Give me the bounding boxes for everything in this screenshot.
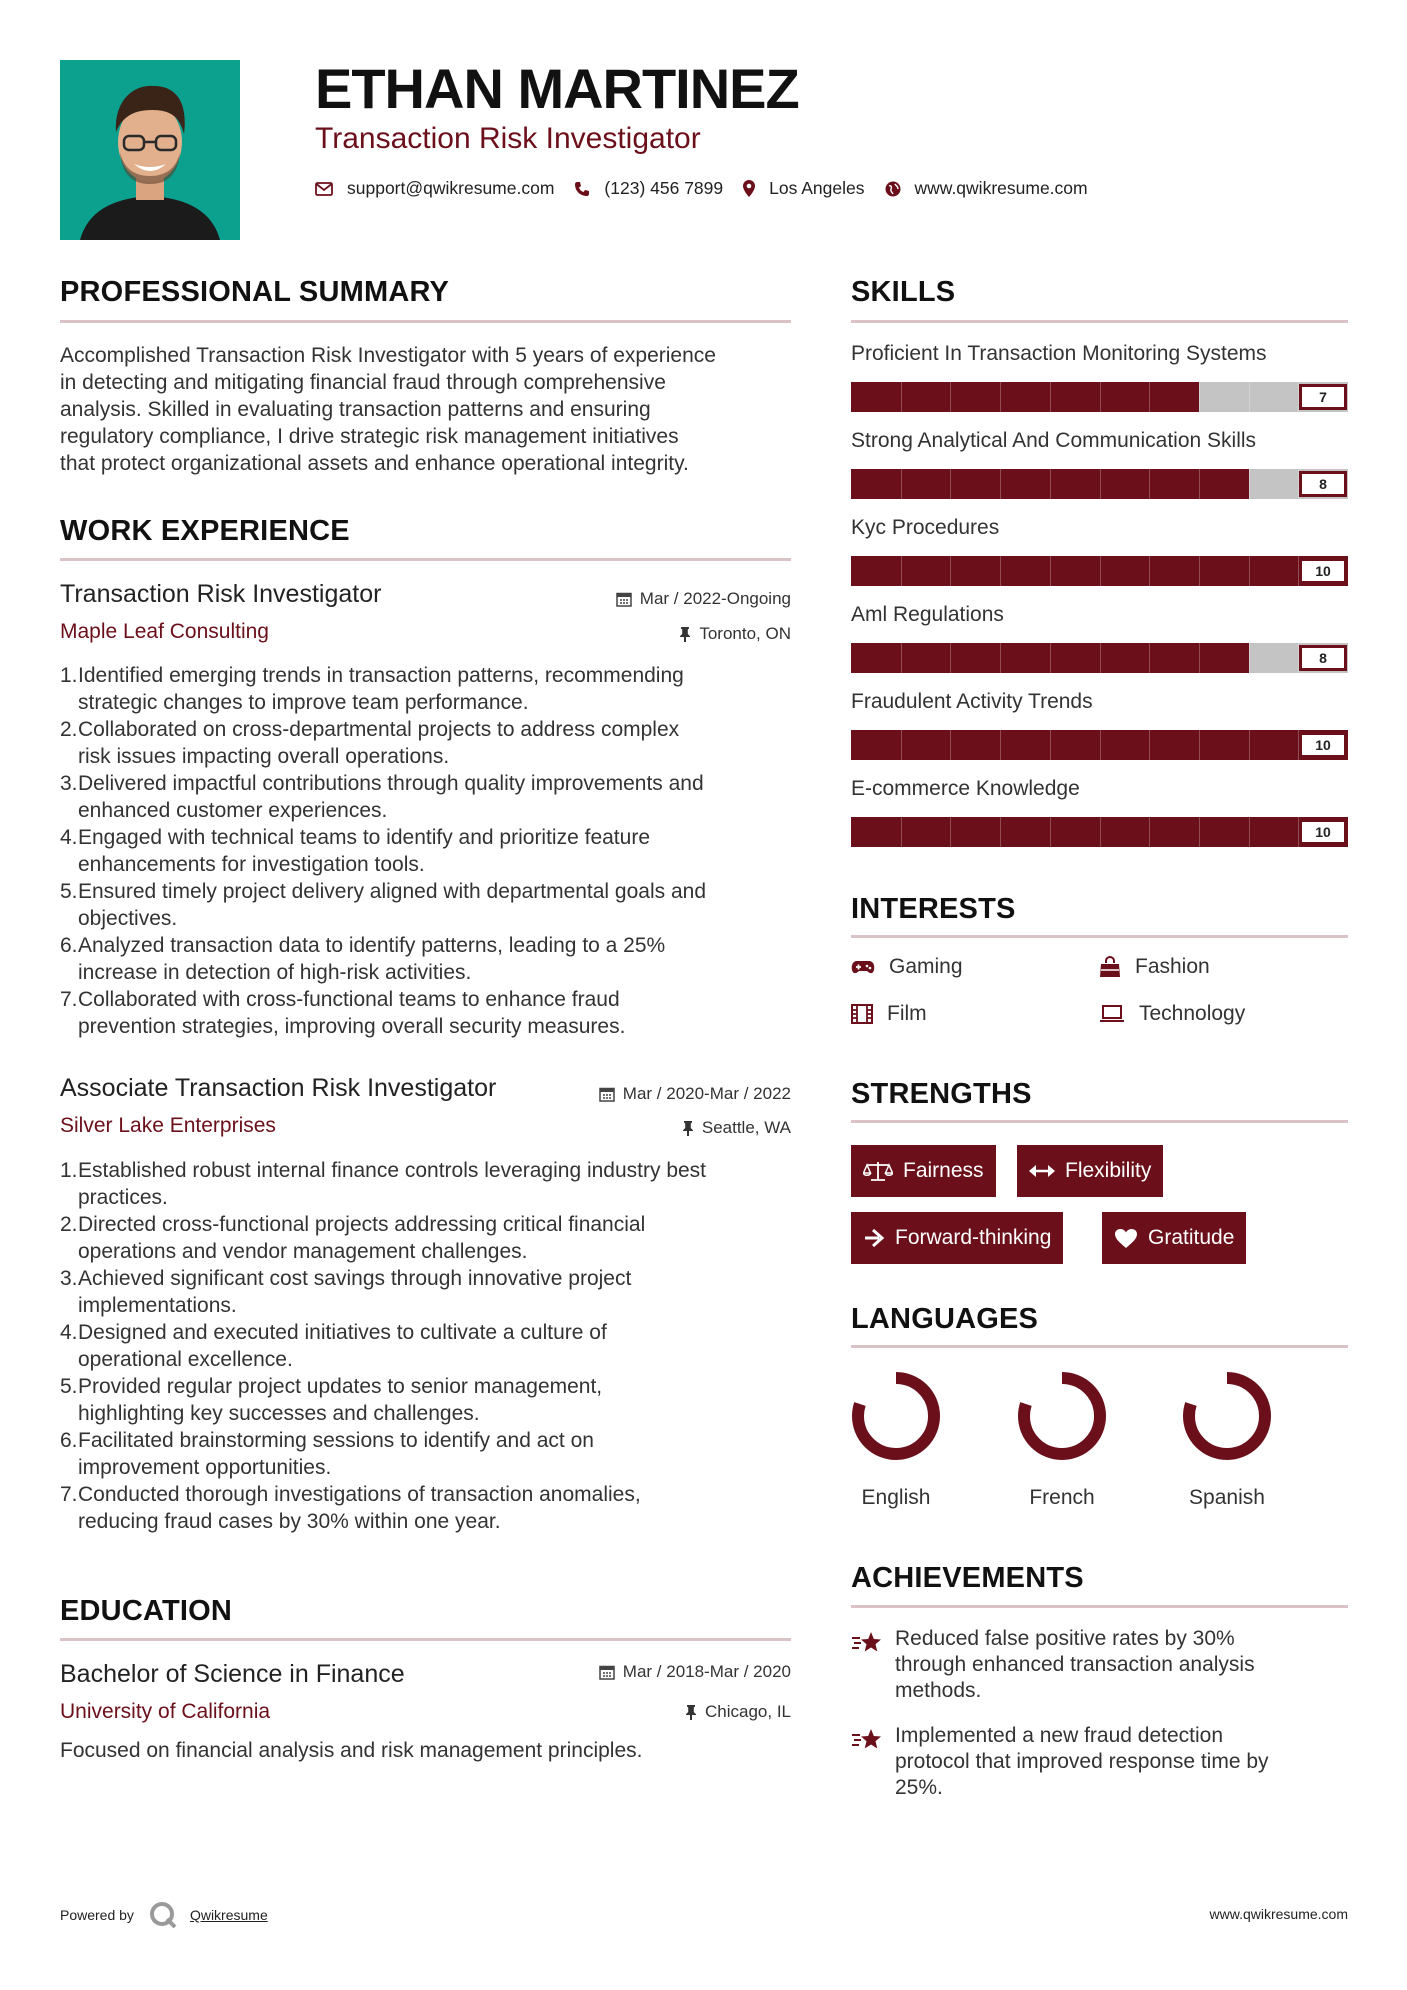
language-label: French (1029, 1486, 1095, 1509)
job-company: Maple Leaf Consulting (60, 620, 269, 643)
contact-location (743, 178, 864, 199)
skill-bar-tick (1199, 382, 1200, 412)
job-dates-text: Mar / 2022-Ongoing (639, 589, 791, 608)
summary-line: Accomplished Transaction Risk Investigator with 5 years of experience (60, 344, 716, 367)
balance-scale-icon (863, 1160, 893, 1182)
star-burst-icon (851, 1727, 883, 1753)
summary-line: in detecting and mitigating financial fraud through comprehensive (60, 371, 666, 394)
skill-bar-tick (1050, 382, 1051, 412)
achievement-line: 25%. (895, 1776, 943, 1799)
education-description: Focused on financial analysis and risk management principles. (60, 1739, 643, 1762)
skill-bar-tick (1050, 556, 1051, 586)
skill-level-bar (851, 817, 1348, 847)
skill-bar-tick (1249, 730, 1250, 760)
powered-by-text: Powered by (60, 1907, 134, 1923)
skill-bar-tick (950, 817, 951, 847)
education-location-text: Chicago, IL (705, 1702, 791, 1721)
language-level-arc (1189, 1378, 1265, 1454)
summary-line: that protect organizational assets and enhance operational integrity. (60, 452, 689, 475)
shopping-bag-icon (1099, 956, 1121, 978)
skills-divider (851, 320, 1348, 323)
skill-level-bar (851, 643, 1348, 673)
skill-level-bar (851, 556, 1348, 586)
interest-item (1099, 1002, 1245, 1026)
pushpin-icon (679, 626, 691, 642)
skill-bar-tick (901, 556, 902, 586)
strength-label: Forward-thinking (895, 1226, 1052, 1249)
list-item: 2. Collaborated on cross-departmental projects to address complex risk issues impacting overall operations. (60, 718, 680, 768)
arrows-horizontal-icon (1029, 1164, 1055, 1178)
pushpin-icon (682, 1120, 694, 1136)
achievement-line: through enhanced transaction analysis (895, 1653, 1255, 1676)
job-dates-text: Mar / 2020-Mar / 2022 (622, 1084, 791, 1103)
skill-bar-tick (1149, 817, 1150, 847)
skill-level-badge: 8 (1299, 471, 1347, 497)
skill-level-badge: 8 (1299, 645, 1347, 671)
language-label: Spanish (1189, 1486, 1265, 1509)
skill-bar-tick (1100, 643, 1101, 673)
arrow-right-icon (863, 1228, 885, 1248)
skill-bar-tick (1149, 730, 1150, 760)
skill-bar-tick (950, 382, 951, 412)
skill-bar-tick (1000, 817, 1001, 847)
candidate-title: Transaction Risk Investigator (315, 122, 701, 155)
skill-bar-tick (1199, 730, 1200, 760)
achievement-item (851, 1723, 1331, 1801)
list-item: 5. Provided regular project updates to senior management, highlighting key successes and challenges. (60, 1375, 603, 1425)
list-item: 4. Engaged with technical teams to identify and prioritize feature enhancements for investigation tools. (60, 826, 650, 876)
experience-heading: WORK EXPERIENCE (60, 515, 350, 547)
calendar-icon (616, 591, 632, 607)
language-level-ring (1014, 1368, 1110, 1464)
interest-item (1099, 955, 1210, 979)
language-level-ring (848, 1368, 944, 1464)
skill-bar-tick (950, 643, 951, 673)
strength-label: Flexibility (1065, 1159, 1152, 1182)
summary-divider (60, 320, 791, 323)
list-item: 1. Identified emerging trends in transaction patterns, recommending strategic changes to improve team performance. (60, 664, 684, 714)
job-dates (616, 589, 791, 609)
achievements-heading: ACHIEVEMENTS (851, 1562, 1084, 1594)
calendar-icon (599, 1664, 615, 1680)
skill-bar-tick (1249, 382, 1250, 412)
calendar-icon (599, 1086, 615, 1102)
education-heading: EDUCATION (60, 1595, 233, 1627)
interest-label: Gaming (889, 955, 963, 978)
list-item: 4. Designed and executed initiatives to cultivate a culture of operational excellence. (60, 1321, 607, 1371)
strengths-divider (851, 1120, 1348, 1123)
film-icon (851, 1004, 873, 1024)
education-location (685, 1702, 791, 1722)
skill-bar-tick (1149, 469, 1150, 499)
job-location-text: Toronto, ON (699, 624, 791, 643)
skill-label: Strong Analytical And Communication Skills (851, 429, 1257, 452)
skill-bar-tick (950, 556, 951, 586)
skill-bar-tick (901, 382, 902, 412)
strength-label: Fairness (903, 1159, 984, 1182)
skill-level-badge: 10 (1299, 732, 1347, 758)
skill-level-bar (851, 469, 1348, 499)
list-item: 3. Delivered impactful contributions through quality improvements and enhanced customer experiences. (60, 772, 704, 822)
footer-website[interactable]: www.qwikresume.com (1209, 1906, 1348, 1922)
education-dates-text: Mar / 2018-Mar / 2020 (622, 1662, 791, 1681)
skill-bar-tick (901, 730, 902, 760)
job-title: Associate Transaction Risk Investigator (60, 1074, 497, 1102)
skill-bar-tick (901, 469, 902, 499)
skill-bar-tick (1000, 730, 1001, 760)
skill-bar-tick (1000, 382, 1001, 412)
contact-location-text: Los Angeles (769, 178, 865, 198)
list-item: 2. Directed cross-functional projects addressing critical financial operations and vendor management challenges. (60, 1213, 646, 1263)
skill-level-fill (851, 382, 1199, 412)
skill-bar-tick (1100, 730, 1101, 760)
job-title: Transaction Risk Investigator (60, 580, 382, 608)
interest-label: Technology (1139, 1002, 1246, 1025)
list-item: 5. Ensured timely project delivery aligned with departmental goals and objectives. (60, 880, 707, 930)
list-item: 1. Established robust internal finance controls leveraging industry best practices. (60, 1159, 707, 1209)
skill-bar-tick (1050, 730, 1051, 760)
qwikresume-logo-icon (148, 1900, 178, 1930)
summary-heading: PROFESSIONAL SUMMARY (60, 276, 450, 308)
skill-label: Kyc Procedures (851, 516, 1000, 539)
skill-bar-tick (1000, 556, 1001, 586)
interests-divider (851, 935, 1348, 938)
education-school: University of California (60, 1700, 271, 1723)
footer-powered-by (60, 1900, 268, 1930)
skill-label: Fraudulent Activity Trends (851, 690, 1093, 713)
skill-label: Aml Regulations (851, 603, 1004, 626)
skill-bar-tick (950, 730, 951, 760)
achievement-item (851, 1626, 1331, 1704)
skill-level-bar (851, 730, 1348, 760)
strength-label: Gratitude (1148, 1226, 1235, 1249)
laptop-icon (1099, 1005, 1125, 1023)
strength-badge (851, 1212, 1063, 1264)
summary-line: analysis. Skilled in evaluating transaction patterns and ensuring (60, 398, 651, 421)
skill-bar-tick (1199, 817, 1200, 847)
skill-bar-tick (1050, 469, 1051, 499)
language-level-ring (1179, 1368, 1275, 1464)
skill-bar-tick (1199, 556, 1200, 586)
heart-icon (1114, 1228, 1138, 1249)
star-burst-icon (851, 1630, 883, 1656)
interest-label: Film (887, 1002, 927, 1025)
skill-bar-tick (1249, 556, 1250, 586)
language-item (836, 1368, 956, 1510)
skill-bar-tick (1199, 469, 1200, 499)
achievement-line: Implemented a new fraud detection (895, 1724, 1224, 1747)
contact-website-text: www.qwikresume.com (914, 178, 1088, 198)
strengths-heading: STRENGTHS (851, 1078, 1032, 1110)
skill-bar-tick (1249, 643, 1250, 673)
contact-email-text: support@qwikresume.com (347, 178, 555, 198)
job-location-text: Seattle, WA (701, 1118, 791, 1137)
map-marker-icon (743, 180, 755, 197)
education-degree: Bachelor of Science in Finance (60, 1660, 405, 1688)
skill-bar-tick (1149, 556, 1150, 586)
skill-bar-tick (1249, 469, 1250, 499)
skill-label: Proficient In Transaction Monitoring Systems (851, 342, 1267, 365)
pushpin-icon (685, 1704, 697, 1720)
education-divider (60, 1638, 791, 1641)
summary-line: regulatory compliance, I drive strategic risk management initiatives (60, 425, 679, 448)
experience-divider (60, 558, 791, 561)
job-company: Silver Lake Enterprises (60, 1114, 276, 1137)
skill-level-bar (851, 382, 1348, 412)
qwikresume-link[interactable]: Qwikresume (189, 1907, 268, 1923)
list-item: 3. Achieved significant cost savings through innovative project implementations. (60, 1267, 632, 1317)
skill-level-badge: 10 (1299, 558, 1347, 584)
candidate-name: ETHAN MARTINEZ (315, 57, 799, 120)
education-dates (599, 1662, 791, 1682)
skill-level-badge: 7 (1299, 384, 1347, 410)
skill-bar-tick (950, 469, 951, 499)
achievement-line: methods. (895, 1679, 982, 1702)
language-item (1002, 1368, 1122, 1510)
achievement-line: Reduced false positive rates by 30% (895, 1627, 1235, 1650)
contact-email[interactable] (315, 178, 554, 199)
strength-badge (851, 1145, 996, 1197)
list-item: 7. Conducted thorough investigations of transaction anomalies, reducing fraud cases by 30% within one year. (60, 1483, 641, 1533)
interests-heading: INTERESTS (851, 893, 1016, 925)
job-dates (599, 1084, 791, 1104)
list-item: 6. Facilitated brainstorming sessions to identify and act on improvement opportunities. (60, 1429, 594, 1479)
language-item (1167, 1368, 1287, 1510)
profile-photo (60, 60, 240, 240)
job-location (682, 1118, 791, 1138)
contact-phone[interactable] (574, 178, 723, 199)
skill-bar-tick (1100, 382, 1101, 412)
skill-label: E-commerce Knowledge (851, 777, 1080, 800)
skill-bar-tick (1199, 643, 1200, 673)
languages-heading: LANGUAGES (851, 1303, 1039, 1335)
contact-website[interactable] (885, 178, 1088, 199)
skill-bar-tick (1050, 643, 1051, 673)
list-item: 7. Collaborated with cross-functional teams to enhance fraud prevention strategies, improving overall security measures. (60, 988, 626, 1038)
skill-bar-tick (1000, 643, 1001, 673)
skill-bar-tick (1249, 817, 1250, 847)
skill-bar-tick (901, 643, 902, 673)
gamepad-icon (851, 959, 875, 975)
skill-bar-tick (1149, 643, 1150, 673)
list-item: 6. Analyzed transaction data to identify patterns, leading to a 25% increase in detection of high-risk activities. (60, 934, 666, 984)
skill-bar-tick (901, 817, 902, 847)
skills-heading: SKILLS (851, 276, 956, 308)
skill-bar-tick (1100, 469, 1101, 499)
job-bullets (60, 662, 800, 1040)
phone-icon (574, 181, 590, 197)
interest-label: Fashion (1135, 955, 1210, 978)
contact-phone-text: (123) 456 7899 (604, 178, 724, 198)
skill-bar-tick (1149, 382, 1150, 412)
strength-badge (1017, 1145, 1163, 1197)
languages-divider (851, 1345, 1348, 1348)
achievement-line: protocol that improved response time by (895, 1750, 1269, 1773)
skill-bar-tick (1100, 556, 1101, 586)
skill-level-badge: 10 (1299, 819, 1347, 845)
language-level-arc (1024, 1378, 1100, 1454)
contact-bar (315, 178, 1108, 199)
job-bullets (60, 1157, 800, 1535)
strength-badge (1102, 1212, 1246, 1264)
skill-bar-tick (1000, 469, 1001, 499)
achievements-divider (851, 1605, 1348, 1608)
job-location (679, 624, 791, 644)
language-level-arc (858, 1378, 934, 1454)
skill-bar-tick (1100, 817, 1101, 847)
skill-bar-tick (1050, 817, 1051, 847)
interest-item (851, 1002, 927, 1026)
summary-text (60, 342, 791, 477)
interest-item (851, 955, 963, 979)
globe-icon (885, 181, 901, 197)
language-label: English (861, 1486, 931, 1509)
envelope-icon (315, 182, 333, 196)
